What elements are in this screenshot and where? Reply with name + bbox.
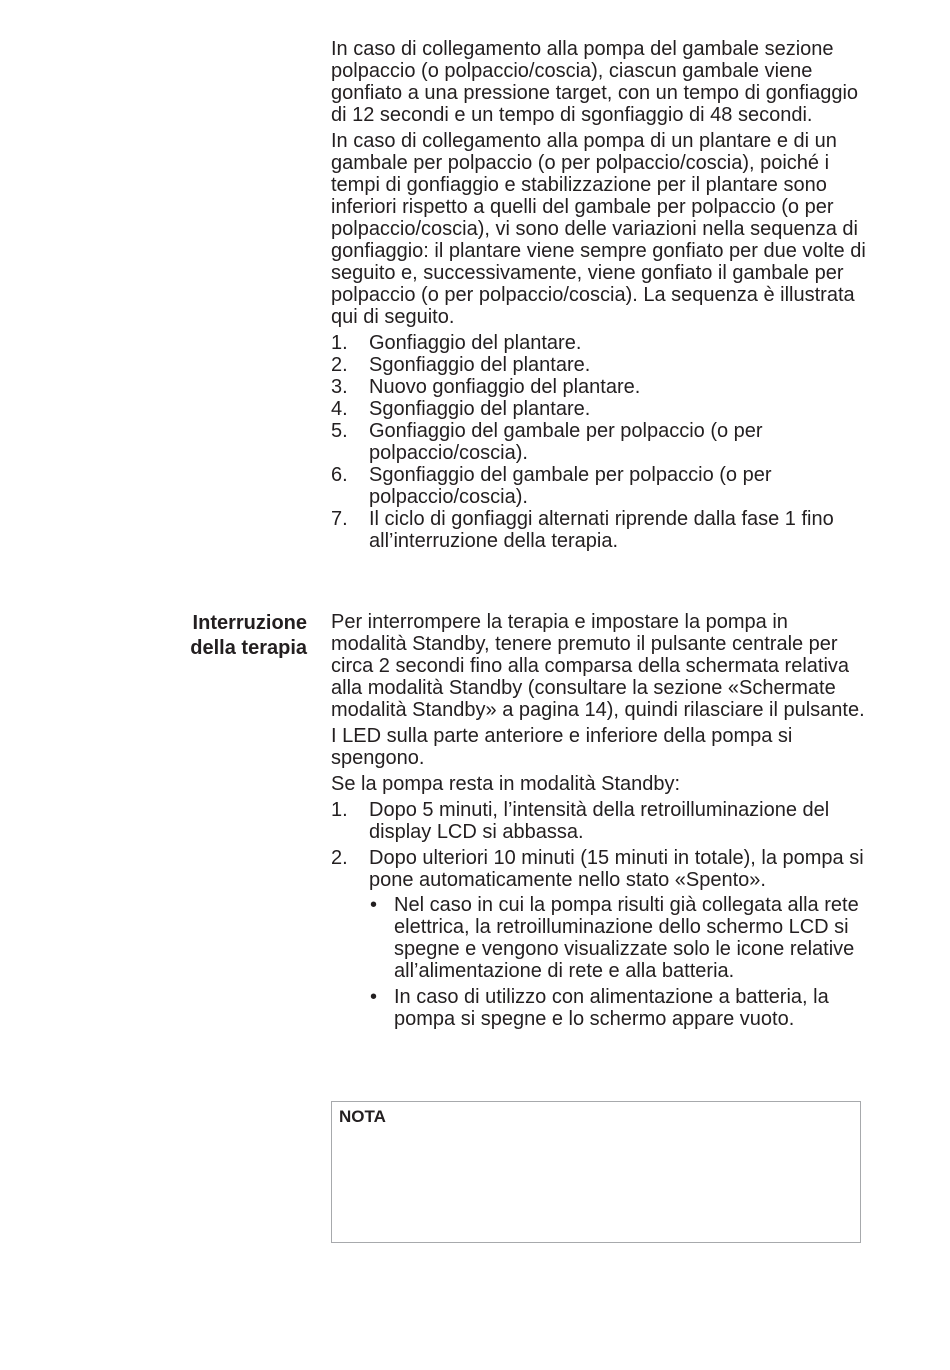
bullet-symbol: • <box>370 986 378 1008</box>
list-item <box>331 332 866 354</box>
list-item <box>331 376 866 398</box>
bullet-text: Nel caso in cui la pompa risulti già collegata alla rete elettrica, la retroilluminazione dello schermo LCD si spegne e vengono visualizzate solo le icone relative all’alimentazione di rete e alla batteria. <box>394 894 859 982</box>
note-label: NOTA <box>339 1107 386 1126</box>
list-number: 2. <box>331 847 348 869</box>
list-number: 3. <box>331 376 348 398</box>
list-number: 7. <box>331 508 348 530</box>
section-heading-line-2: della terapia <box>190 637 307 659</box>
list-item-text: Sgonfiaggio del plantare. <box>369 398 591 420</box>
section-paragraph-2: I LED sulla parte anteriore e inferiore della pompa si spengono. <box>331 725 793 769</box>
list-item <box>331 398 866 420</box>
intro-paragraph-2: In caso di collegamento alla pompa di un plantare e di un gambale per polpaccio (o per polpaccio/coscia), poiché i tempi di gonfiaggio e stabilizzazione per il plantare sono inferiori rispetto a quelli del gambale per polpaccio (o per polpaccio/coscia), vi sono delle variazioni nella sequenza di gonfiaggio: il plantare viene sempre gonfiato per due volte di seguito e, successivamente, viene gonfiato il gambale per polpaccio (o per polpaccio/coscia). La sequenza è illustrata qui di seguito. <box>331 130 866 328</box>
list-item <box>331 847 866 1030</box>
list-item-text: Gonfiaggio del gambale per polpaccio (o per polpaccio/coscia). <box>369 420 763 464</box>
bullet-item <box>369 894 866 982</box>
list-number: 2. <box>331 354 348 376</box>
list-item-text: Nuovo gonfiaggio del plantare. <box>369 376 641 398</box>
list-number: 6. <box>331 464 348 486</box>
list-number: 5. <box>331 420 348 442</box>
section-heading-line-1: Interruzione <box>192 612 307 634</box>
list-item <box>331 508 866 552</box>
standby-steps-list <box>331 799 866 1030</box>
intro-paragraph-1: In caso di collegamento alla pompa del gambale sezione polpaccio (o polpaccio/coscia), ciascun gambale viene gonfiato a una pressione target, con un tempo di gonfiaggio di 12 secondi e un tempo di sgonfiaggio di 48 secondi. <box>331 38 859 126</box>
list-number: 1. <box>331 799 348 821</box>
bullet-text: In caso di utilizzo con alimentazione a batteria, la pompa si spegne e lo schermo appare vuoto. <box>394 986 829 1030</box>
list-item-text: Sgonfiaggio del plantare. <box>369 354 591 376</box>
list-item <box>331 799 866 843</box>
intro-column <box>331 38 866 552</box>
list-item-text: Sgonfiaggio del gambale per polpaccio (o per polpaccio/coscia). <box>369 464 772 508</box>
list-item <box>331 354 866 376</box>
section-column <box>331 611 866 1034</box>
list-item-text: Gonfiaggio del plantare. <box>369 332 582 354</box>
bullet-symbol: • <box>370 894 378 916</box>
inflation-sequence-list <box>331 332 866 552</box>
list-number: 4. <box>331 398 348 420</box>
list-item <box>331 420 866 464</box>
note-box <box>331 1101 861 1243</box>
section-paragraph-3: Se la pompa resta in modalità Standby: <box>331 773 681 795</box>
bullet-item <box>369 986 866 1030</box>
list-item-text: Il ciclo di gonfiaggi alternati riprende dalla fase 1 fino all’interruzione della terapia. <box>369 508 834 552</box>
list-item <box>331 464 866 508</box>
list-number: 1. <box>331 332 348 354</box>
section-paragraph-1: Per interrompere la terapia e impostare la pompa in modalità Standby, tenere premuto il pulsante centrale per circa 2 secondi fino alla comparsa della schermata relativa alla modalità Standby (consultare la sezione «Schermate modalità Standby» a pagina 14), quindi rilasciare il pulsante. <box>331 611 865 721</box>
section-heading <box>150 611 307 661</box>
bullet-list <box>369 894 866 1030</box>
list-item-text: Dopo ulteriori 10 minuti (15 minuti in totale), la pompa si pone automaticamente nello stato «Spento». <box>369 847 864 891</box>
list-item-text: Dopo 5 minuti, l’intensità della retroilluminazione del display LCD si abbassa. <box>369 799 830 843</box>
